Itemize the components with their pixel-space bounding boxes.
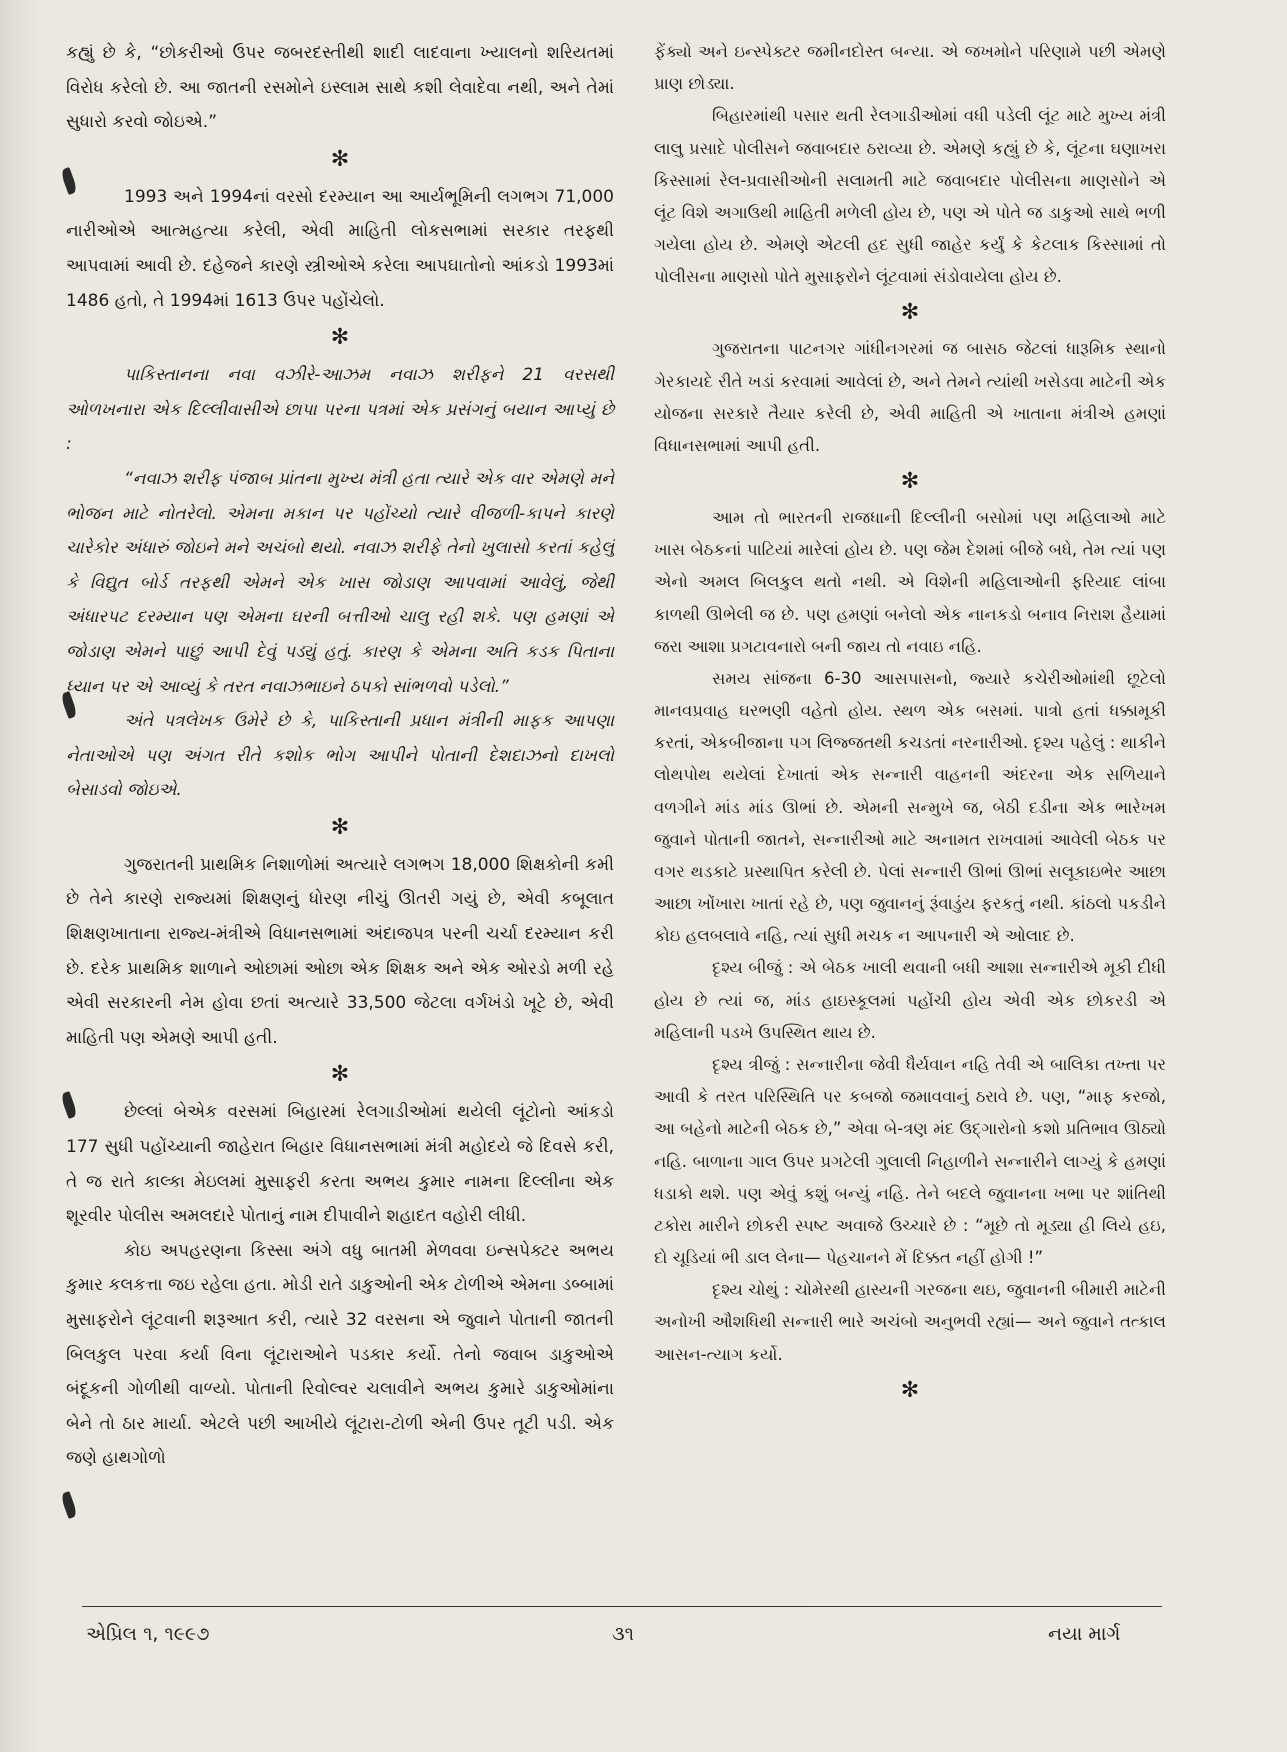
article-paragraph: દૃશ્ય ત્રીજું : સન્નારીના જેવી ધૈર્યવાન નહિ તેવી એ બાલિકા તખ્તા પર આવી કે તરત પરિસ્થિતિ પર કબજો જમાવવાનું ઠરાવે છે. પણ, “માફ કરજો, આ બહેનો માટેની બેઠક છે,” એવા બે-ત્રણ મંદ ઉદ્ગારોનો કશો પ્રતિભાવ ઊઠ્યો નહિ. બાળાના ગાલ ઉપર પ્રગટેલી ગુલાલી નિહાળીને સન્નારીને લાગ્યું કે હમણાં ધડાકો થશે. પણ એવું કશું બન્યું નહિ. તેને બદલે જુવાનના ખભા પર શાંતિથી ટકોરા મારીને છોકરી સ્પષ્ટ અવાજે ઉચ્ચારે છે : “મૂછે તો મૂડ્યા હી લિયે હઇ, દો ચૂડિયાં ભી ડાલ લેના— પેહચાનને મેં દિક્કત નહીં હોગી !” (654, 1054, 1166, 1268)
article-paragraph: ગુજરાતના પાટનગર ગાંધીનગરમાં જ બાસઠ જેટલાં ધારૂમિક સ્થાનો ગેરકાયદે રીતે ખડાં કરવામાં આવેલાં છે, અને તેમને ત્યાંથી ખસેડવા માટેની એક યોજના સરકારે તૈયાર કરેલી છે, એવી માહિતી એ ખાતાના મંત્રીએ હમણાં વિધાનસભામાં આપી હતી. (654, 339, 1166, 455)
article-paragraph: પાકિસ્તાનના નવા વઝીરે-આઝમ નવાઝ શરીફને 21 વરસથી ઓળખનારા એક દિલ્લીવાસીએ છાપા પરના પત્રમાં એક પ્રસંગનું બયાન આપ્યું છે : (66, 365, 614, 455)
article-paragraph: કોઇ અપહરણના કિસ્સા અંગે વધુ બાતમી મેળવવા ઇન્સપેક્ટર અભય કુમાર કલકત્તા જઇ રહેલા હતા. મોડી રાતે ડાકુઓની એક ટોળીએ એમના ડબ્બામાં મુસાફરોને લૂંટવાની શરૂઆત કરી, ત્યારે 32 વરસના એ જુવાને પોતાની જાતની બિલકુલ પરવા કર્યા વિના લૂંટારાઓને પડકાર કર્યો. તેનો જવાબ ડાકુઓએ બંદૂકની ગોળીથી વાળ્યો. પોતાની રિવોલ્વર ચલાવીને અભય કુમારે ડાકુઓમાંના બેને તો ઠાર માર્યા. એટલે પછી આખીયે લૂંટારા-ટોળી એની ઉપર તૂટી પડી. એક જણે હાથગોળો (66, 1240, 614, 1469)
section-separator: ✻ (330, 1062, 350, 1088)
left-column (66, 36, 614, 1476)
binding-hole-mark (60, 1491, 78, 1519)
section-separator: ✻ (330, 146, 350, 172)
article-paragraph: 1993 અને 1994નાં વરસો દરમ્યાન આ આર્યભૂમિની લગભગ 71,000 નારીઓએ આત્મહત્યા કરેલી, એવી માહિતી લોકસભામાં સરકાર તરફથી આપવામાં આવી છે. દહેજને કારણે સ્ત્રીઓએ કરેલા આપઘાતોનો આંકડો 1993માં 1486 હતો, તે 1994માં 1613 ઉપર પહોંચેલો. (66, 186, 614, 311)
article-paragraph: છેલ્લાં બેએક વરસમાં બિહારમાં રેલગાડીઓમાં થયેલી લૂંટોનો આંકડો 177 સુધી પહોંચ્યાની જાહેરાત બિહાર વિધાનસભામાં મંત્રી મહોદયે જે દિવસે કરી, તે જ રાતે કાલ્કા મેઇલમાં મુસાફરી કરતા અભય કુમાર નામના દિલ્લીના એક શૂરવીર પોલીસ અમલદારે પોતાનું નામ દીપાવીને શહાદત વહોરી લીધી. (66, 1102, 614, 1227)
section-separator: ✻ (900, 469, 920, 495)
article-paragraph: દૃશ્ય ચોથું : ચોમેરથી હાસ્યની ગરજના થઇ, જુવાનની બીમારી માટેની અનોખી ઔશધિથી સન્નારી ભારે અચંબો અનુભવી રહ્યાં— અને જુવાને તત્કાલ આસન-ત્યાગ કર્યો. (654, 1280, 1166, 1364)
footer-date: એપ્રિલ ૧, ૧૯૯૭ (86, 1623, 210, 1645)
magazine-name: નયા માર્ગ (1048, 1623, 1121, 1645)
page-number: ૩૧ (612, 1623, 634, 1645)
section-separator: ✻ (330, 814, 350, 840)
article-paragraph: ગુજરાતની પ્રાથમિક નિશાળોમાં અત્યારે લગભગ 18,000 શિક્ષકોની કમી છે તેને કારણે રાજ્યમાં શિક્ષણનું ધોરણ નીચું ઊતરી ગયું છે, એવી કબૂલાત શિક્ષણખાતાના રાજ્ય-મંત્રીએ વિધાનસભામાં અંદાજપત્ર પરની ચર્ચા દરમ્યાન કરી છે. દરેક પ્રાથમિક શાળાને ઓછામાં ઓછા એક શિક્ષક અને એક ઓરડો મળી રહે એવી સરકારની નેમ હોવા છતાં અત્યારે 33,500 જેટલા વર્ગખંડો ખૂટે છે, એવી માહિતી પણ એમણે આપી હતી. (66, 854, 614, 1048)
article-paragraph: “નવાઝ શરીફ પંજાબ પ્રાંતના મુખ્ય મંત્રી હતા ત્યારે એક વાર એમણે મને ભોજન માટે નોતરેલો. એમના મકાન પર પહોંચ્યો ત્યારે વીજળી-કાપને કારણે ચારેકોર અંધારું જોઇને મને અચંબો થયો. નવાઝ શરીફે તેનો ખુલાસો કરતાં કહેલું કે વિદ્યુત બોર્ડ તરફથી એમને એક ખાસ જોડાણ આપવામાં આવેલું, જેથી અંધારપટ દરમ્યાન પણ એમના ઘરની બત્તીઓ ચાલુ રહી શકે. પણ હમણાં એ જોડાણ એમને પાછું આપી દેવું પડ્યું હતું. કારણ કે એમના અતિ કડક પિતાના ધ્યાન પર એ આવ્યું કે તરત નવાઝભાઇને ઠપકો સાંભળવો પડેલો.” (66, 468, 614, 697)
article-paragraph: આમ તો ભારતની રાજધાની દિલ્લીની બસોમાં પણ મહિલાઓ માટે ખાસ બેઠકનાં પાટિયાં મારેલાં હોય છે. પણ જેમ દેશમાં બીજે બધે, તેમ ત્યાં પણ એનો અમલ બિલકુલ થતો નથી. એ વિશેની મહિલાઓની ફરિયાદ લાંબા કાળથી ઊભેલી જ છે. પણ હમણાં બનેલો એક નાનકડો બનાવ નિરાશ હૈયામાં જરા આશા પ્રગટાવનારો બની જાય તો નવાઇ નહિ. (654, 508, 1166, 656)
article-paragraph: અંતે પત્રલેખક ઉમેરે છે કે, પાકિસ્તાની પ્રધાન મંત્રીની માફક આપણા નેતાઓએ પણ અંગત રીતે કશોક ભોગ આપીને પોતાની દેશદાઝનો દાખલો બેસાડવો જોઇએ. (66, 711, 614, 801)
footer-rule (82, 1606, 1162, 1607)
right-column (654, 36, 1166, 1411)
article-paragraph: દૃશ્ય બીજું : એ બેઠક ખાલી થવાની બધી આશા સન્નારીએ મૂકી દીધી હોય છે ત્યાં જ, માંડ હાઇસ્કૂલમાં પહોંચી હોય એવી એક છોકરડી એ મહિલાની પડખે ઉપસ્થિત થાય છે. (654, 958, 1166, 1042)
article-paragraph: સમય સાંજના 6-30 આસપાસનો, જ્યારે કચેરીઓમાંથી છૂટેલો માનવપ્રવાહ ઘરભણી વહેતો હોય. સ્થળ એક બસમાં. પાત્રો હતાં ધક્કામૂકી કરતાં, એકબીજાના પગ લિજ્જતથી કચડતાં નરનારીઓ. દૃશ્ય પહેલું : થાકીને લોથપોથ થયેલાં દેખાતાં એક સન્નારી વાહનની અંદરના એક સળિયાને વળગીને માંડ માંડ ઊભાં છે. એમની સન્મુખે જ, બેઠી દડીના એક ભારેખમ જુવાને પોતાની જાતને, સન્નારીઓ માટે અનામત રાખવામાં આવેલી બેઠક પર વગર થડકાટે પ્રસ્થાપિત કરેલી છે. પેલાં સન્નારી ઊભાં ઊભાં સલૂકાઇભેર આછા આછા ખોંખારા ખાતાં રહે છે, પણ જુવાનનું રૂંવાડુંય ફરકતું નથી. કાંઠલો પકડીને કોઇ હલબલાવે નહિ, ત્યાં સુધી મચક ન આપનારી એ ઓલાદ છે. (654, 668, 1166, 946)
article-paragraph: બિહારમાંથી પસાર થતી રેલગાડીઓમાં વધી પડેલી લૂંટ માટે મુખ્ય મંત્રી લાલુ પ્રસાદે પોલીસને જવાબદાર ઠરાવ્યા છે. એમણે કહ્યું છે કે, લૂંટના ઘણાખરા કિસ્સામાં રેલ-પ્રવાસીઓની સલામતી માટે જવાબદાર પોલીસના માણસોને એ લૂંટ વિશે અગાઉથી માહિતી મળેલી હોય છે, પણ એ પોતે જ ડાકુઓ સાથે ભળી ગયેલા હોય છે. એમણે એટલી હદ સુધી જાહેર કર્યું કે કેટલાક કિસ્સામાં તો પોલીસના માણસો પોતે મુસાફરોને લૂંટવામાં સંડોવાયેલા હોય છે. (654, 106, 1166, 287)
section-separator: ✻ (900, 1377, 920, 1403)
section-separator: ✻ (330, 325, 350, 351)
section-separator: ✻ (900, 300, 920, 326)
article-paragraph: ફેંક્યો અને ઇન્સ્પેક્ટર જમીનદોસ્ત બન્યા. એ જખમોને પરિણામે પછી એમણે પ્રાણ છોડ્યા. (654, 42, 1166, 94)
article-paragraph: કહ્યું છે કે, “છોકરીઓ ઉપર જબરદસ્તીથી શાદી લાદવાના ખ્યાલનો શરિયતમાં વિરોધ કરેલો છે. આ જાતની રસમોને ઇસ્લામ સાથે કશી લેવાદેવા નથી, અને તેમાં સુધારો કરવો જોઇએ.” (66, 43, 614, 133)
